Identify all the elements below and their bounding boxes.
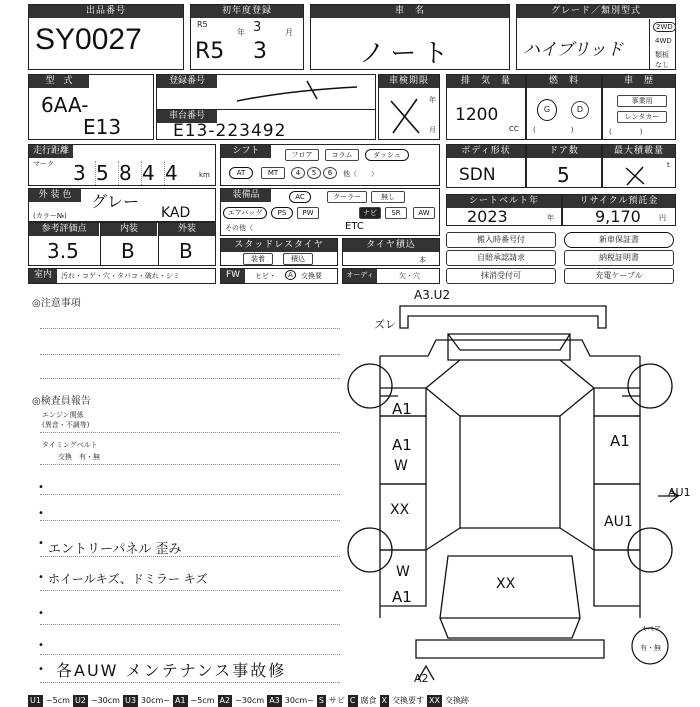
doc-button[interactable]: 新車保証書 bbox=[564, 232, 674, 248]
audio-label: オーディオ bbox=[343, 269, 377, 283]
chassis: E13-223492 bbox=[173, 121, 287, 141]
diagram-top-label: A3.U2 bbox=[414, 288, 451, 302]
bullet: • bbox=[38, 508, 44, 519]
audio-box bbox=[342, 268, 440, 292]
equipment-box bbox=[220, 188, 440, 236]
color: グレー bbox=[91, 192, 140, 211]
shift-mt[interactable]: MT bbox=[261, 167, 285, 179]
studless-opt[interactable]: 装着 bbox=[243, 253, 273, 265]
inspect-label: 車検期限 bbox=[379, 75, 439, 88]
first-reg-year-unit: 年 bbox=[237, 28, 245, 37]
doors: 5 bbox=[557, 163, 570, 187]
fw-box bbox=[220, 268, 338, 284]
tire-load-box bbox=[342, 238, 440, 266]
legend-key: A3 bbox=[269, 696, 280, 705]
equip-nav[interactable]: ナビ bbox=[359, 207, 381, 219]
caution-line bbox=[40, 378, 340, 379]
legend-key: X bbox=[381, 696, 387, 705]
mileage-mark: マーク bbox=[33, 160, 54, 168]
fw-exchange: 交換要 bbox=[301, 272, 322, 280]
equip-ac[interactable]: AC bbox=[289, 191, 311, 203]
capacity-box bbox=[602, 144, 676, 188]
score-divider bbox=[100, 223, 101, 265]
fuel-g: G bbox=[537, 99, 557, 121]
note-hw: エントリーパネル 歪み bbox=[48, 542, 182, 557]
tire-unit: 本 bbox=[419, 256, 426, 264]
doors-box bbox=[526, 144, 602, 188]
note-line bbox=[40, 590, 340, 591]
seatbelt-year: 2023 bbox=[467, 207, 508, 226]
lot-number-box bbox=[28, 4, 184, 70]
legend-value: 腐食 bbox=[360, 696, 377, 705]
doc-buttons bbox=[446, 230, 676, 284]
note-line bbox=[40, 556, 340, 557]
grade: ハイブリッド bbox=[523, 40, 624, 60]
shift-gear[interactable]: 6 bbox=[323, 167, 337, 179]
drive-2wd: 2WD bbox=[653, 22, 676, 32]
model-line1: 6AA- bbox=[41, 93, 89, 117]
legend-key: U1 bbox=[30, 696, 41, 705]
history-label: 車 歴 bbox=[603, 75, 675, 88]
recycle-unit: 円 bbox=[659, 214, 666, 222]
mileage-digit: 4 bbox=[142, 161, 165, 185]
mileage-unit: km bbox=[199, 171, 210, 179]
equip-pw[interactable]: PW bbox=[297, 207, 319, 219]
interior-score: B bbox=[121, 239, 135, 263]
legend-key: U2 bbox=[74, 696, 86, 705]
inspect-year-unit: 年 bbox=[429, 96, 436, 104]
color-code: KAD bbox=[161, 205, 191, 221]
equip-ps[interactable]: PS bbox=[271, 207, 293, 219]
capacity-unit: t bbox=[667, 161, 670, 169]
equip-airbag[interactable]: エアバッグ bbox=[223, 207, 267, 219]
shift-gear[interactable]: 5 bbox=[307, 167, 321, 179]
note-hw: 各AUW メンテナンス事故修 bbox=[56, 661, 287, 680]
score-divider bbox=[158, 223, 159, 265]
mileage-digit: 8 bbox=[119, 161, 142, 185]
bullet: • bbox=[38, 664, 44, 675]
inspector-title: ◎検査員報告 bbox=[32, 396, 91, 407]
displacement-unit: CC bbox=[509, 125, 519, 133]
caution-line bbox=[40, 354, 340, 355]
history-paren: ( ) bbox=[609, 128, 643, 136]
diagram-bumper-label: ズレ bbox=[374, 318, 396, 331]
diagram-rr-quarter: XX bbox=[496, 576, 516, 592]
seatbelt-label: シートベルト年 bbox=[447, 195, 561, 208]
equip-label: 装備品 bbox=[221, 189, 271, 202]
mileage-digit: 5 bbox=[96, 161, 119, 185]
diagram-fl-rear3: A1 bbox=[392, 588, 412, 606]
first-reg-era: R5 bbox=[197, 20, 208, 29]
body-box bbox=[446, 144, 526, 188]
body: SDN bbox=[459, 165, 496, 185]
repaint-a: 類板 bbox=[655, 51, 669, 59]
legend-value: ~30cm bbox=[235, 696, 265, 705]
shift-column[interactable]: コラム bbox=[325, 149, 359, 161]
diagram-fl-door-w: W bbox=[394, 458, 408, 474]
tire-load-label: タイヤ積込 bbox=[343, 239, 439, 252]
interior-row-label: 室内 bbox=[29, 269, 57, 283]
fw-a: A bbox=[285, 270, 296, 280]
interior-label: 内装 bbox=[101, 223, 157, 236]
diagram-bottom-label: A2 bbox=[414, 672, 429, 685]
color-box bbox=[28, 188, 216, 222]
exterior-score: B bbox=[179, 239, 193, 263]
diagram-right-pillar: AU1 bbox=[604, 514, 633, 530]
doc-button[interactable]: 自賠承認請求 bbox=[446, 250, 556, 266]
reg-crossout bbox=[217, 79, 367, 111]
doc-button[interactable]: 搬入時番号付 bbox=[446, 232, 556, 248]
drive-divider bbox=[649, 19, 650, 69]
history-commercial[interactable]: 事業用 bbox=[617, 95, 667, 107]
legend-key: S bbox=[318, 696, 324, 705]
shift-box bbox=[220, 144, 440, 186]
legend-key: C bbox=[349, 696, 356, 705]
shift-floor[interactable]: フロア bbox=[285, 149, 319, 161]
equip-other-hw: ETC bbox=[345, 221, 364, 232]
first-registration-box bbox=[190, 4, 304, 70]
bullet: • bbox=[38, 482, 44, 493]
first-reg-year-hw: R5 bbox=[195, 39, 225, 64]
doc-button[interactable]: 抹消受付可 bbox=[446, 268, 556, 284]
legend-key: A1 bbox=[175, 696, 186, 705]
note-line bbox=[40, 654, 340, 655]
lot-number: SY0027 bbox=[35, 23, 142, 56]
diagram-fl-front: A1 bbox=[392, 400, 412, 418]
shift-at[interactable]: AT bbox=[229, 167, 253, 179]
studless-label: スタッドレスタイヤ bbox=[221, 239, 337, 252]
bullet: • bbox=[38, 640, 44, 651]
displacement: 1200 bbox=[455, 105, 499, 125]
shift-gear[interactable]: 4 bbox=[291, 167, 305, 179]
studless-box bbox=[220, 238, 338, 266]
model-line2: E13 bbox=[83, 115, 122, 139]
fuel-label: 燃 料 bbox=[527, 75, 601, 88]
bullet: • bbox=[38, 538, 44, 549]
reg-label: 登録番号 bbox=[157, 75, 217, 88]
first-reg-month-hw: 3 bbox=[253, 39, 267, 64]
fw-text: ヒビ・ bbox=[255, 272, 276, 280]
bullet: • bbox=[38, 608, 44, 619]
fuel-box bbox=[526, 74, 602, 140]
spare-label: スペア bbox=[640, 625, 661, 633]
displacement-label: 排 気 量 bbox=[447, 75, 525, 88]
recycle-label: リサイクル預託金 bbox=[563, 195, 675, 208]
displacement-box bbox=[446, 74, 526, 140]
caution-line bbox=[40, 328, 340, 329]
spare-value: 有・無 bbox=[640, 644, 661, 652]
equip-aw[interactable]: AW bbox=[413, 207, 435, 219]
legend-value: 交換要す bbox=[391, 696, 424, 705]
bullet: • bbox=[38, 572, 44, 583]
audio-text: 欠・穴 bbox=[399, 272, 420, 280]
first-reg-month-unit: 月 bbox=[285, 28, 293, 37]
shift-label: シフト bbox=[221, 145, 271, 158]
mileage-digit: 3 bbox=[73, 161, 96, 185]
equip-other: その他（ bbox=[225, 224, 253, 232]
damage-legend bbox=[28, 688, 700, 705]
equip-sr[interactable]: SR bbox=[385, 207, 407, 219]
legend-key: A2 bbox=[219, 696, 231, 705]
drive-4wd: 4WD bbox=[655, 37, 672, 45]
ref-score-label: 参考評価点 bbox=[29, 223, 99, 236]
car-name-box bbox=[310, 4, 510, 70]
first-reg-label: 初年度登録 bbox=[191, 5, 303, 18]
timing-label: タイミングベルト bbox=[42, 441, 98, 449]
model-label: 型 式 bbox=[29, 75, 89, 88]
legend-value: 30cm~ bbox=[140, 696, 170, 705]
score-box bbox=[28, 222, 216, 266]
mileage-digits bbox=[73, 161, 187, 185]
timing-line bbox=[40, 464, 340, 465]
studless-opt[interactable]: 積込 bbox=[283, 253, 313, 265]
equip-cooler[interactable]: クーラー bbox=[327, 191, 367, 203]
note-hw: ホイールキズ、ドミラー キズ bbox=[48, 572, 208, 586]
legend-value: ~5cm bbox=[45, 696, 70, 705]
capacity-label: 最大積載量 bbox=[603, 145, 675, 158]
legend-value: 交換跡 bbox=[444, 696, 469, 705]
seatbelt-unit: 年 bbox=[547, 214, 554, 222]
car-name-label: 車 名 bbox=[311, 5, 509, 18]
first-reg-month-hw-top: 3 bbox=[253, 20, 262, 35]
repaint-b: なし bbox=[655, 61, 669, 69]
model-box bbox=[28, 74, 154, 140]
history-rental[interactable]: レンタカー bbox=[617, 111, 667, 123]
engine-line bbox=[40, 432, 340, 433]
recycle-amount: 9,170 bbox=[595, 207, 641, 226]
engine-label: エンジン関係 bbox=[42, 411, 84, 419]
legend-key: XX bbox=[428, 696, 440, 705]
engine-sub: (異音・不調等) bbox=[42, 421, 90, 429]
legend-value: ~30cm bbox=[90, 696, 120, 705]
interior-condition-box bbox=[28, 268, 216, 284]
diagram-fl-rear2: W bbox=[396, 564, 410, 580]
shift-dash[interactable]: ダッシュ bbox=[365, 149, 409, 161]
diagram-right-front: A1 bbox=[610, 432, 630, 450]
car-diagram bbox=[340, 288, 690, 688]
history-box bbox=[602, 74, 676, 140]
registration-box bbox=[156, 74, 376, 140]
chassis-label: 車台番号 bbox=[157, 110, 217, 123]
doors-label: ドア数 bbox=[527, 145, 601, 158]
grade-label: グレード／類別型式 bbox=[517, 5, 675, 18]
fuel-paren: ( ) bbox=[533, 126, 574, 134]
body-label: ボディ形状 bbox=[447, 145, 525, 158]
doc-button[interactable]: 納税証明書 bbox=[564, 250, 674, 266]
mileage-box bbox=[28, 144, 216, 186]
inspect-crossout bbox=[387, 95, 423, 137]
capacity-crossout bbox=[623, 165, 647, 187]
legend-value: サビ bbox=[328, 696, 345, 705]
exterior-label: 外装 bbox=[159, 223, 215, 236]
legend-value: 30cm~ bbox=[284, 696, 314, 705]
timing-sub: 交換 有・無 bbox=[58, 453, 100, 461]
legend-key: U3 bbox=[124, 696, 136, 705]
doc-button[interactable]: 充電ケーブル bbox=[564, 268, 674, 284]
fw-label: FW bbox=[221, 269, 245, 283]
diagram-fl-door: A1 bbox=[392, 436, 412, 454]
inspect-month-unit: 月 bbox=[429, 126, 436, 134]
mileage-label: 走行距離 bbox=[29, 145, 73, 158]
caution-title: ◎注意事項 bbox=[32, 298, 81, 309]
mileage-digit: 4 bbox=[165, 161, 178, 185]
recycle-box bbox=[562, 194, 676, 226]
note-line bbox=[40, 520, 340, 521]
legend-value: ~5cm bbox=[190, 696, 215, 705]
fuel-d: D bbox=[571, 101, 589, 119]
shift-other: 他（ ） bbox=[343, 170, 378, 178]
lot-label: 出品番号 bbox=[29, 5, 183, 18]
diagram-right-arrow-label: AU1 bbox=[668, 486, 691, 499]
grade-box bbox=[516, 4, 676, 70]
ref-score: 3.5 bbox=[47, 239, 79, 263]
note-line bbox=[40, 494, 340, 495]
inspection-box bbox=[378, 74, 440, 140]
diagram-fl-rear: XX bbox=[390, 502, 410, 518]
note-line bbox=[40, 682, 340, 683]
interior-row-text: 汚れ・コゲ・穴・タバコ・破れ・シミ bbox=[61, 272, 180, 280]
color-code-label: (カラー№) bbox=[33, 212, 67, 220]
note-line bbox=[40, 624, 340, 625]
equip-none[interactable]: 無し bbox=[371, 191, 405, 203]
color-label: 外 装 色 bbox=[29, 189, 81, 202]
car-name: ノート bbox=[359, 39, 455, 69]
seatbelt-box bbox=[446, 194, 562, 226]
